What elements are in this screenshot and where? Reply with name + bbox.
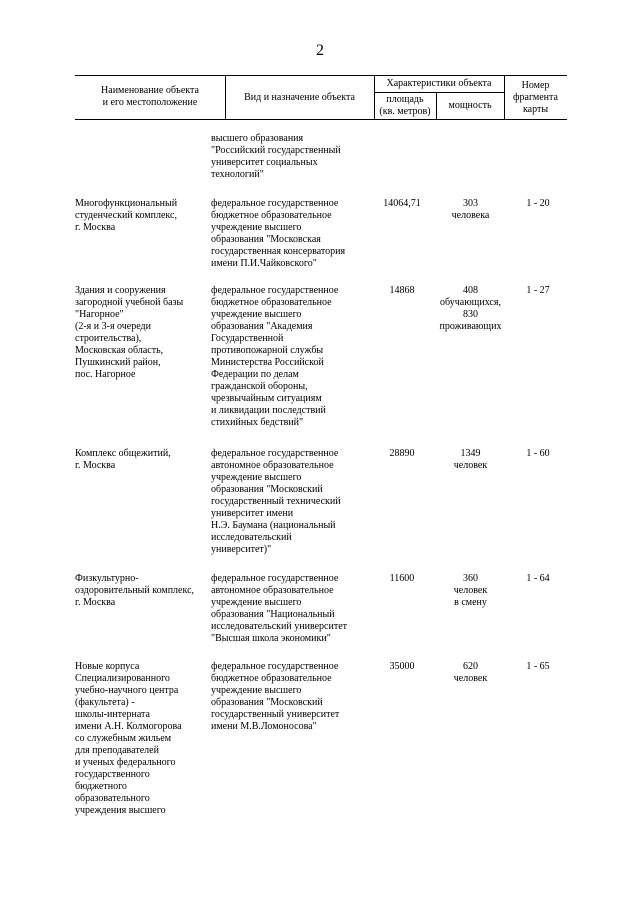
object-area: 35000	[389, 661, 415, 672]
header-characteristics: Характеристики объекта	[386, 78, 492, 89]
object-capacity: 408 обучающихся, 830 проживающих	[439, 285, 502, 332]
table-header	[75, 75, 567, 120]
map-fragment: 1 - 20	[526, 198, 550, 209]
map-fragment: 1 - 60	[526, 448, 550, 459]
object-area: 28890	[389, 448, 415, 459]
object-name: Новые корпуса Специализированного учебно-научного центра (факультета) - школы-интерната имени А.Н. Колмогорова со служебным жильем для преподавателей и ученых федерального государственного бюджетного образовательного учреждения высшего	[75, 661, 182, 816]
object-capacity: 303 человека	[451, 198, 490, 221]
object-area: 14868	[389, 285, 415, 296]
object-name: Многофункциональный студенческий комплекс, г. Москва	[75, 198, 178, 233]
header-map-number: Номер фрагмента карты	[513, 80, 558, 115]
map-fragment: 1 - 64	[526, 573, 550, 584]
object-type: федеральное государственное бюджетное образовательное учреждение высшего образования "Академия Государственной противопожарной службы Министерства Российской Федерации по делам гражданской обороны, чрезвычайным ситуациям и ликвидации последствий стихийных бедствий"	[211, 285, 339, 428]
object-type: федеральное государственное автономное образовательное учреждение высшего образования "Московский государственный технический университет имени Н.Э. Баумана (национальный исследовательский университет)"	[211, 448, 341, 555]
map-fragment: 1 - 27	[526, 285, 550, 296]
page-number: 2	[316, 42, 324, 59]
object-name: Комплекс общежитий, г. Москва	[75, 448, 171, 471]
object-name: Здания и сооружения загородной учебной базы "Нагорное" (2-я и 3-я очереди строительства), Московская область, Пушкинский район, пос. Нагорное	[75, 285, 184, 380]
header-type: Вид и назначение объекта	[244, 92, 355, 103]
header-area: площадь (кв. метров)	[379, 94, 431, 117]
map-fragment: 1 - 65	[526, 661, 550, 672]
object-capacity: 620 человек	[453, 661, 488, 684]
object-capacity: 1349 человек	[453, 448, 488, 471]
header-name: Наименование объекта и его местоположение	[101, 85, 199, 108]
object-type: федеральное государственное автономное образовательное учреждение высшего образования "Национальный исследовательский университет "Высшая школа экономики"	[211, 573, 348, 644]
object-area: 11600	[389, 573, 415, 584]
object-type: федеральное государственное бюджетное образовательное учреждение высшего образования "Московский государственный университет имени М.В.Ломоносова"	[211, 661, 340, 732]
header-capacity: мощность	[448, 100, 492, 111]
object-area: 14064,71	[383, 198, 421, 209]
object-type: федеральное государственное бюджетное образовательное учреждение высшего образования "Московская государственная консерватория имени П.И.Чайковского"	[211, 198, 346, 269]
object-capacity: 360 человек в смену	[453, 573, 488, 608]
object-type: высшего образования "Российский государственный университет социальных технологий"	[211, 133, 341, 180]
object-name: Физкультурно- оздоровительный комплекс, г. Москва	[75, 573, 195, 608]
header-subdivider	[374, 92, 504, 93]
